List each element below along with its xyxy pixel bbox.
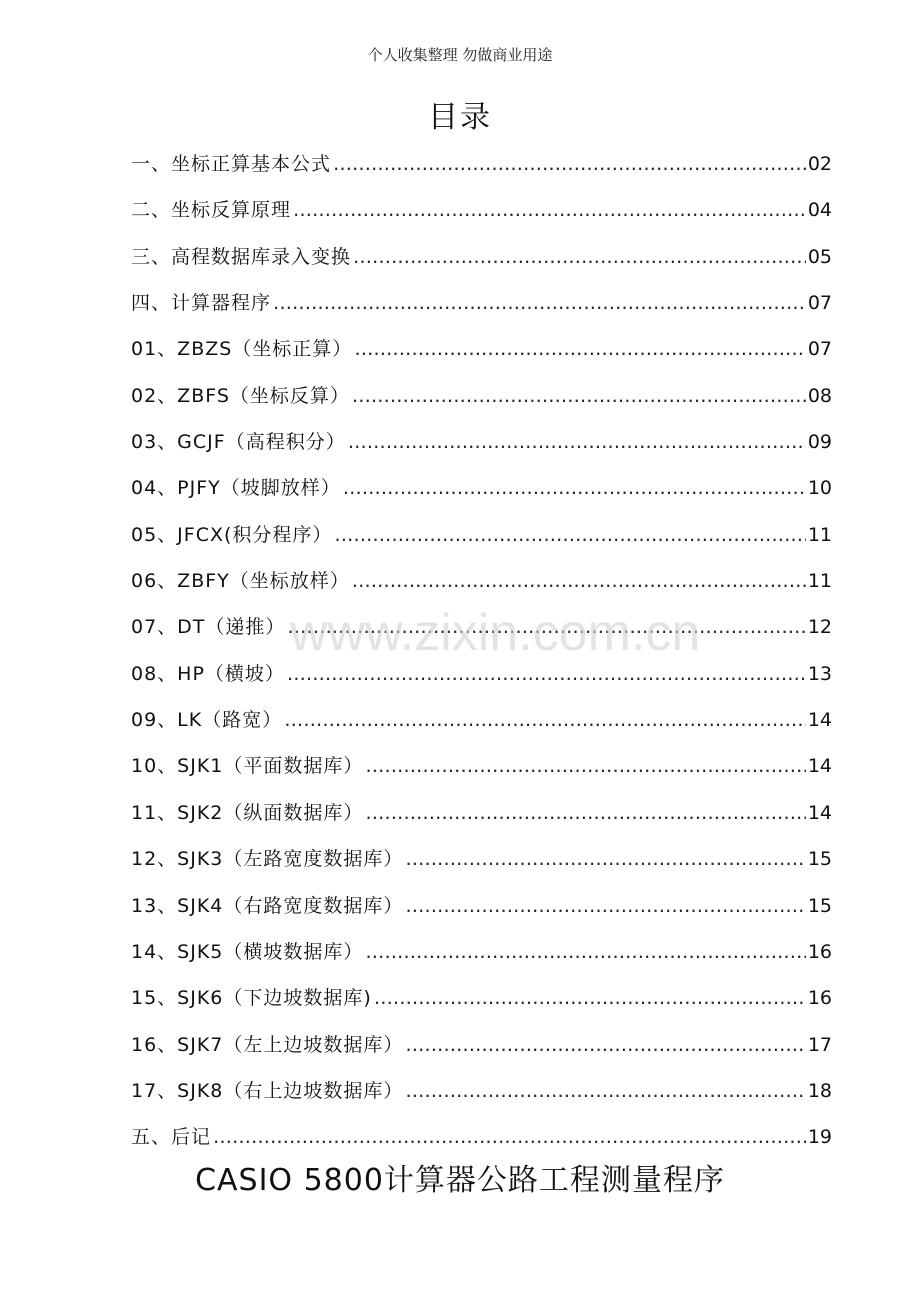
toc-entry-label: 04、PJFY（坡脚放样） <box>131 477 341 500</box>
toc-entry-label: 03、GCJF（高程积分） <box>131 431 346 454</box>
toc-entry-label: 15、SJK6（下边坡数据库) <box>131 987 372 1010</box>
toc-leader <box>293 187 806 233</box>
toc-entry-page: 18 <box>807 1079 832 1102</box>
page-title: 目录 <box>428 100 492 135</box>
toc-leader <box>287 604 805 650</box>
toc-leader <box>405 883 805 929</box>
toc-entry-page: 10 <box>807 477 832 500</box>
toc-leader <box>365 743 805 789</box>
watermark: www.zixin.com.cn <box>290 604 701 662</box>
toc-entry-label: 05、JFCX(积分程序） <box>131 523 333 546</box>
toc-leader <box>352 558 806 604</box>
toc-entry[interactable] <box>131 1114 832 1160</box>
toc-entry[interactable] <box>131 326 832 372</box>
toc-entry-label: 08、HP（横坡） <box>131 662 285 685</box>
toc-entry-label: 02、ZBFS（坐标反算） <box>131 384 350 407</box>
toc-entry-label: 12、SJK3（左路宽度数据库） <box>131 848 404 871</box>
toc-entry[interactable] <box>131 141 832 187</box>
toc-entry-page: 07 <box>807 338 832 361</box>
toc-entry[interactable] <box>131 604 832 650</box>
toc-entry-page: 17 <box>807 1033 832 1056</box>
toc-leader <box>365 929 805 975</box>
toc-entry[interactable] <box>131 790 832 836</box>
toc-entry-page: 14 <box>807 709 832 732</box>
toc-entry-page: 12 <box>807 616 832 639</box>
toc-entry-page: 15 <box>807 848 832 871</box>
toc-entry-page: 04 <box>807 199 832 222</box>
toc-entry-label: 06、ZBFY（坐标放样） <box>131 570 350 593</box>
toc-entry[interactable] <box>131 280 832 326</box>
toc-leader <box>352 373 806 419</box>
toc-entry-page: 05 <box>807 245 832 268</box>
toc-entry[interactable] <box>131 975 832 1021</box>
toc-entry[interactable] <box>131 419 832 465</box>
toc-leader <box>405 836 805 882</box>
toc-entry[interactable] <box>131 234 832 280</box>
toc-leader <box>273 280 806 326</box>
document-title: CASIO 5800计算器公路工程测量程序 <box>195 1163 725 1198</box>
toc-entry-page: 09 <box>807 431 832 454</box>
toc-entry-label: 11、SJK2（纵面数据库） <box>131 801 364 824</box>
toc-leader <box>284 697 806 743</box>
toc-entry-label: 五、后记 <box>131 1126 212 1149</box>
table-of-contents <box>131 141 832 1161</box>
toc-entry-label: 09、LK（路宽） <box>131 709 283 732</box>
toc-leader <box>348 419 806 465</box>
toc-leader <box>405 1022 805 1068</box>
toc-leader <box>365 790 805 836</box>
toc-entry-page: 08 <box>807 384 832 407</box>
toc-leader <box>354 326 806 372</box>
toc-entry-page: 07 <box>807 292 832 315</box>
toc-entry-label: 三、高程数据库录入变换 <box>131 245 352 268</box>
toc-entry-page: 19 <box>807 1126 832 1149</box>
toc-entry-page: 15 <box>807 894 832 917</box>
toc-entry[interactable] <box>131 373 832 419</box>
toc-entry-label: 四、计算器程序 <box>131 292 272 315</box>
toc-entry-label: 07、DT（递推） <box>131 616 286 639</box>
toc-entry-page: 16 <box>807 940 832 963</box>
toc-leader <box>374 975 806 1021</box>
toc-entry-label: 二、坐标反算原理 <box>131 199 292 222</box>
toc-entry[interactable] <box>131 743 832 789</box>
toc-entry-page: 13 <box>807 662 832 685</box>
toc-entry-label: 14、SJK5（横坡数据库） <box>131 940 364 963</box>
toc-entry[interactable] <box>131 836 832 882</box>
toc-leader <box>334 512 805 558</box>
toc-entry-label: 16、SJK7（左上边坡数据库） <box>131 1033 404 1056</box>
toc-entry-page: 11 <box>807 523 832 546</box>
page-header: 个人收集整理 勿做商业用途 <box>367 46 553 64</box>
toc-entry[interactable] <box>131 883 832 929</box>
toc-entry-label: 17、SJK8（右上边坡数据库） <box>131 1079 404 1102</box>
toc-entry[interactable] <box>131 1068 832 1114</box>
toc-entry-label: 一、坐标正算基本公式 <box>131 153 332 175</box>
toc-leader <box>405 1068 805 1114</box>
toc-entry[interactable] <box>131 465 832 511</box>
toc-leader <box>343 465 806 511</box>
toc-leader <box>287 651 806 697</box>
toc-entry[interactable] <box>131 651 832 697</box>
toc-entry[interactable] <box>131 1022 832 1068</box>
toc-leader <box>333 141 806 187</box>
toc-entry[interactable] <box>131 512 832 558</box>
toc-entry[interactable] <box>131 929 832 975</box>
toc-entry-page: 02 <box>807 153 832 175</box>
toc-entry[interactable] <box>131 558 832 604</box>
toc-entry-page: 11 <box>807 570 832 593</box>
toc-entry-page: 14 <box>807 755 832 778</box>
toc-leader <box>353 234 806 280</box>
toc-entry-page: 16 <box>807 987 832 1010</box>
toc-entry-label: 01、ZBZS（坐标正算） <box>131 338 353 361</box>
toc-entry[interactable] <box>131 697 832 743</box>
toc-entry[interactable] <box>131 187 832 233</box>
toc-entry-label: 13、SJK4（右路宽度数据库） <box>131 894 404 917</box>
toc-entry-page: 14 <box>807 801 832 824</box>
toc-leader <box>213 1114 806 1160</box>
toc-entry-label: 10、SJK1（平面数据库） <box>131 755 364 778</box>
